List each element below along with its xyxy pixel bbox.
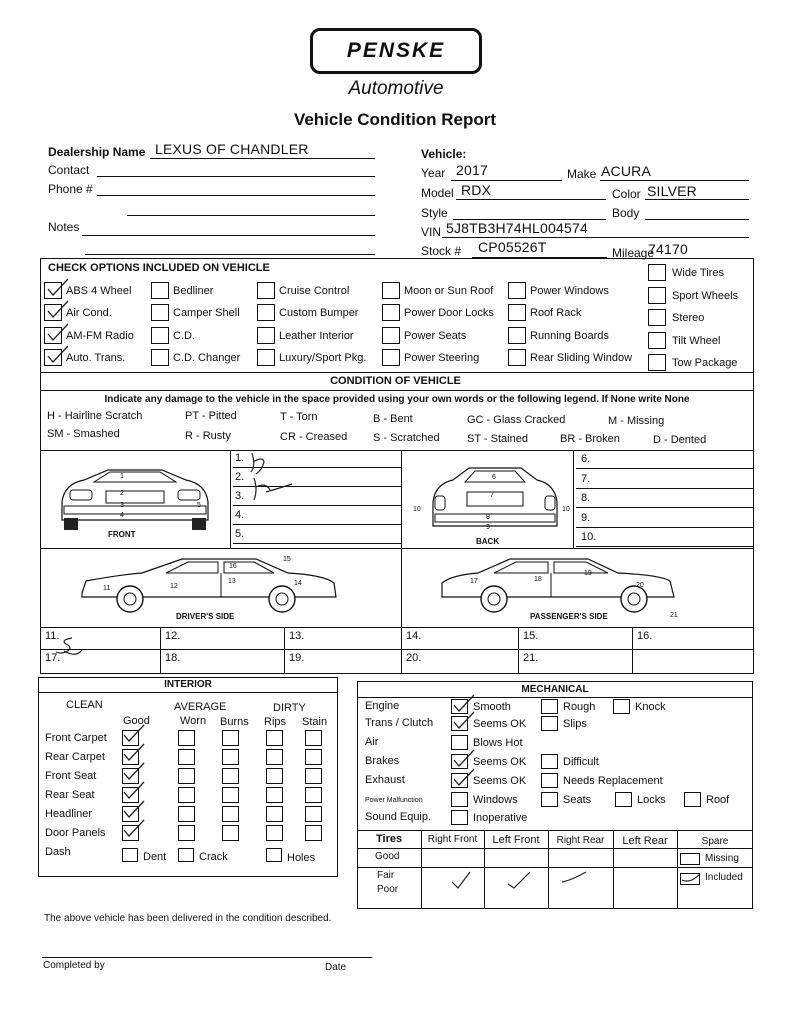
option-label: Wide Tires: [672, 267, 724, 279]
diagram-number: 11: [103, 585, 111, 592]
stock-value: CP05526T: [478, 239, 547, 255]
notes-label: Notes: [48, 220, 80, 234]
color-label: Color: [612, 187, 641, 201]
logo-sub: Automotive: [348, 78, 444, 99]
damage-field-label: 2.: [235, 471, 245, 483]
option-label: Tow Package: [672, 357, 738, 369]
option-label: Cruise Control: [279, 285, 350, 297]
option-label: Auto. Trans.: [66, 352, 126, 364]
mechanical-option-label: Seems OK: [473, 718, 527, 730]
damage-field-label: 15.: [523, 630, 539, 642]
interior-sub-good: Good: [123, 715, 150, 727]
dash-dent-label: Dent: [143, 851, 167, 863]
legend-item: D - Dented: [653, 434, 707, 446]
phone-label: Phone #: [48, 182, 93, 196]
option-label: ABS 4 Wheel: [66, 285, 132, 297]
year-label: Year: [421, 166, 446, 180]
interior-sub-burns: Burns: [220, 716, 249, 728]
option-label: Camper Shell: [173, 307, 240, 319]
check-mark-icon: [46, 323, 70, 343]
diagram-number: 7: [490, 492, 494, 499]
spare-missing-label: Missing: [705, 853, 739, 864]
option-label: Air Cond.: [66, 307, 112, 319]
diagram-number: 9: [486, 524, 490, 531]
check-mark-icon: [122, 724, 146, 744]
mileage-label: Mileage: [612, 246, 655, 260]
interior-sub-worn: Worn: [180, 715, 207, 727]
diagram-number: 5: [197, 502, 201, 509]
legend-item: SM - Smashed: [47, 428, 120, 440]
dash-crack-label: Crack: [199, 851, 228, 863]
damage-field-label: 9.: [581, 511, 591, 524]
check-mark-icon: [46, 278, 70, 298]
delivery-statement: The above vehicle has been delivered in the condition described.: [44, 913, 332, 924]
tires-row-good: Good: [375, 851, 400, 862]
option-label: Power Door Locks: [404, 307, 494, 319]
interior-row-label: Front Carpet: [45, 732, 107, 744]
legend-item: B - Bent: [373, 413, 413, 425]
mechanical-row-label: Exhaust: [365, 774, 405, 786]
mechanical-row-label: Engine: [365, 700, 400, 712]
interior-row-label: Rear Seat: [45, 789, 95, 801]
tires-col-spare: Spare: [701, 836, 729, 847]
damage-field-label: 10.: [581, 531, 597, 543]
stock-label: Stock #: [421, 244, 462, 258]
option-label: Luxury/Sport Pkg.: [279, 352, 367, 364]
diagram-number: 3: [120, 502, 124, 509]
option-label: Roof Rack: [530, 307, 582, 319]
mechanical-heading: MECHANICAL: [521, 684, 589, 695]
damage-field-label: 18.: [165, 652, 181, 664]
mechanical-row-label: Sound Equip.: [365, 811, 432, 823]
legend-item: T - Torn: [280, 411, 318, 423]
dash-label: Dash: [45, 846, 71, 858]
option-label: Tilt Wheel: [672, 334, 721, 347]
mechanical-option-label: Blows Hot: [473, 737, 523, 749]
option-label: Bedliner: [173, 285, 214, 297]
diagram-number: 6: [492, 474, 496, 481]
diagram-number: 10: [413, 506, 421, 513]
diagram-number: 19: [584, 570, 592, 577]
legend-item: GC - Glass Cracked: [467, 414, 566, 426]
option-label: Power Seats: [404, 330, 467, 342]
dealership-label: Dealership Name: [48, 145, 146, 159]
interior-row-label: Headliner: [45, 808, 93, 820]
diagram-number: 20: [636, 582, 644, 589]
diagram-number: 16: [229, 563, 237, 570]
legend-item: CR - Creased: [280, 431, 348, 443]
condition-instruction: Indicate any damage to the vehicle in the space provided using your own words or the following legend. If None write None: [104, 394, 690, 405]
interior-col-clean: CLEAN: [66, 699, 103, 711]
driver-caption: DRIVER'S SIDE: [176, 612, 235, 621]
mechanical-option-label: Seems OK: [473, 775, 527, 787]
options-heading: CHECK OPTIONS INCLUDED ON VEHICLE: [48, 262, 270, 274]
year-value: 2017: [456, 162, 488, 178]
damage-field-label: 16.: [637, 630, 653, 642]
interior-row-label: Door Panels: [45, 827, 106, 839]
option-label: Rear Sliding Window: [530, 352, 633, 364]
diagram-number: 8: [486, 514, 490, 521]
option-label: AM-FM Radio: [66, 330, 134, 342]
check-mark-icon: [452, 749, 476, 769]
tires-col-right-rear: Right Rear: [556, 835, 605, 846]
legend-item: S - Scratched: [373, 432, 440, 444]
diagram-number: 15: [283, 556, 291, 563]
spare-included-label: Included: [705, 872, 743, 883]
mechanical-option-label: Roof: [706, 794, 730, 806]
option-label: Power Windows: [530, 285, 609, 297]
option-label: Moon or Sun Roof: [404, 285, 494, 297]
interior-col-average: AVERAGE: [174, 701, 227, 713]
tires-col-right-front: Right Front: [427, 834, 478, 845]
mechanical-option-label: Smooth: [473, 701, 511, 713]
check-mark-icon: [122, 762, 146, 782]
mechanical-row-label: Brakes: [365, 755, 400, 767]
passenger-caption: PASSENGER'S SIDE: [530, 612, 608, 621]
check-mark-icon: [46, 300, 70, 320]
mechanical-row-label: Trans / Clutch: [365, 717, 434, 729]
mechanical-row-label: Power Malfunction: [365, 797, 423, 804]
option-label: Running Boards: [530, 330, 609, 342]
interior-row-label: Rear Carpet: [45, 751, 105, 763]
diagram-number: 4: [120, 512, 124, 519]
logo-brand: PENSKE: [346, 39, 446, 62]
color-value: SILVER: [647, 183, 697, 199]
option-label: C.D. Changer: [173, 352, 241, 364]
diagram-number: 17: [470, 578, 478, 585]
make-value: ACURA: [601, 163, 652, 179]
interior-heading: INTERIOR: [164, 679, 212, 690]
legend-item: M - Missing: [608, 415, 665, 427]
back-caption: BACK: [476, 537, 500, 546]
mileage-value: 74170: [648, 241, 688, 257]
vin-value: 5J8TB3H74HL004574: [446, 220, 588, 236]
mechanical-option-label: Locks: [637, 794, 666, 806]
check-mark-icon: [46, 345, 70, 365]
check-mark-icon: [452, 711, 476, 731]
damage-field-label: 19.: [289, 652, 305, 664]
mechanical-option-label: Seems OK: [473, 756, 527, 768]
date-label: Date: [325, 962, 347, 973]
completed-by-label: Completed by: [43, 960, 105, 971]
tires-col-left-front: Left Front: [492, 834, 540, 846]
mechanical-option-label: Windows: [473, 794, 518, 806]
contact-label: Contact: [48, 163, 90, 177]
front-caption: FRONT: [108, 530, 136, 539]
damage-field-label: 7.: [581, 472, 591, 485]
damage-field-label: 14.: [406, 630, 422, 642]
diagram-number: 21: [670, 612, 678, 619]
legend-item: R - Rusty: [185, 430, 231, 442]
page-title: Vehicle Condition Report: [293, 110, 497, 129]
model-value: RDX: [461, 182, 492, 198]
mechanical-option-label: Knock: [635, 701, 666, 713]
style-label: Style: [421, 206, 448, 220]
damage-field-label: 17.: [45, 652, 61, 664]
damage-field-label: 5.: [235, 528, 245, 540]
tires-col-left-rear: Left Rear: [622, 835, 668, 847]
interior-col-dirty: DIRTY: [273, 702, 306, 714]
diagram-number: 12: [170, 583, 178, 590]
option-label: Power Steering: [404, 352, 480, 364]
check-mark-icon: [122, 781, 146, 801]
damage-field-label: 4.: [235, 509, 245, 521]
condition-heading: CONDITION OF VEHICLE: [330, 375, 461, 387]
legend-item: PT - Pitted: [185, 410, 237, 422]
damage-field-label: 13.: [289, 630, 305, 642]
damage-field-label: 12.: [165, 630, 181, 642]
damage-field-label: 11.: [45, 630, 60, 642]
check-mark-icon: [122, 743, 146, 763]
mechanical-row-label: Air: [365, 736, 379, 748]
diagram-number: 10: [562, 506, 570, 513]
tires-row-fair: Fair: [377, 870, 395, 881]
tires-row-poor: Poor: [377, 884, 399, 895]
damage-field-label: 20.: [406, 652, 422, 664]
diagram-number: 18: [534, 576, 542, 583]
diagram-number: 14: [294, 580, 302, 587]
legend-item: BR - Broken: [560, 433, 620, 445]
diagram-number: 13: [228, 578, 236, 585]
body-label: Body: [612, 206, 640, 220]
mechanical-option-label: Inoperative: [473, 812, 528, 824]
option-label: Leather Interior: [279, 330, 354, 342]
diagram-number: 2: [120, 490, 124, 497]
mechanical-option-label: Needs Replacement: [563, 775, 663, 787]
legend-item: H - Hairline Scratch: [47, 410, 143, 422]
check-mark-icon: [122, 800, 146, 820]
damage-field-label: 8.: [581, 492, 591, 504]
make-label: Make: [567, 167, 597, 181]
mechanical-option-label: Seats: [563, 794, 592, 806]
tires-heading: Tires: [376, 833, 403, 845]
legend-item: ST - Stained: [467, 433, 528, 445]
option-label: Custom Bumper: [279, 307, 359, 319]
damage-field-label: 3.: [235, 490, 245, 502]
damage-field-label: 21.: [523, 652, 539, 664]
option-label: Sport Wheels: [672, 289, 739, 302]
interior-row-label: Front Seat: [45, 770, 97, 782]
mechanical-option-label: Slips: [563, 718, 587, 730]
dash-holes-label: Holes: [287, 852, 316, 864]
model-label: Model: [421, 186, 454, 200]
damage-field-label: 6.: [581, 453, 591, 465]
vin-label: VIN: [421, 225, 442, 239]
mechanical-option-label: Difficult: [563, 756, 599, 768]
mechanical-option-label: Rough: [563, 701, 596, 713]
interior-sub-stain: Stain: [302, 716, 328, 728]
diagram-number: 1: [120, 473, 124, 480]
check-mark-icon: [122, 819, 146, 839]
option-label: C.D.: [173, 330, 195, 342]
vehicle-heading: Vehicle:: [421, 147, 467, 161]
check-mark-icon: [452, 768, 476, 788]
option-label: Stereo: [672, 312, 705, 324]
dealership-value: LEXUS OF CHANDLER: [155, 141, 309, 157]
damage-field-label: 1.: [235, 452, 245, 464]
interior-sub-rips: Rips: [264, 716, 287, 728]
